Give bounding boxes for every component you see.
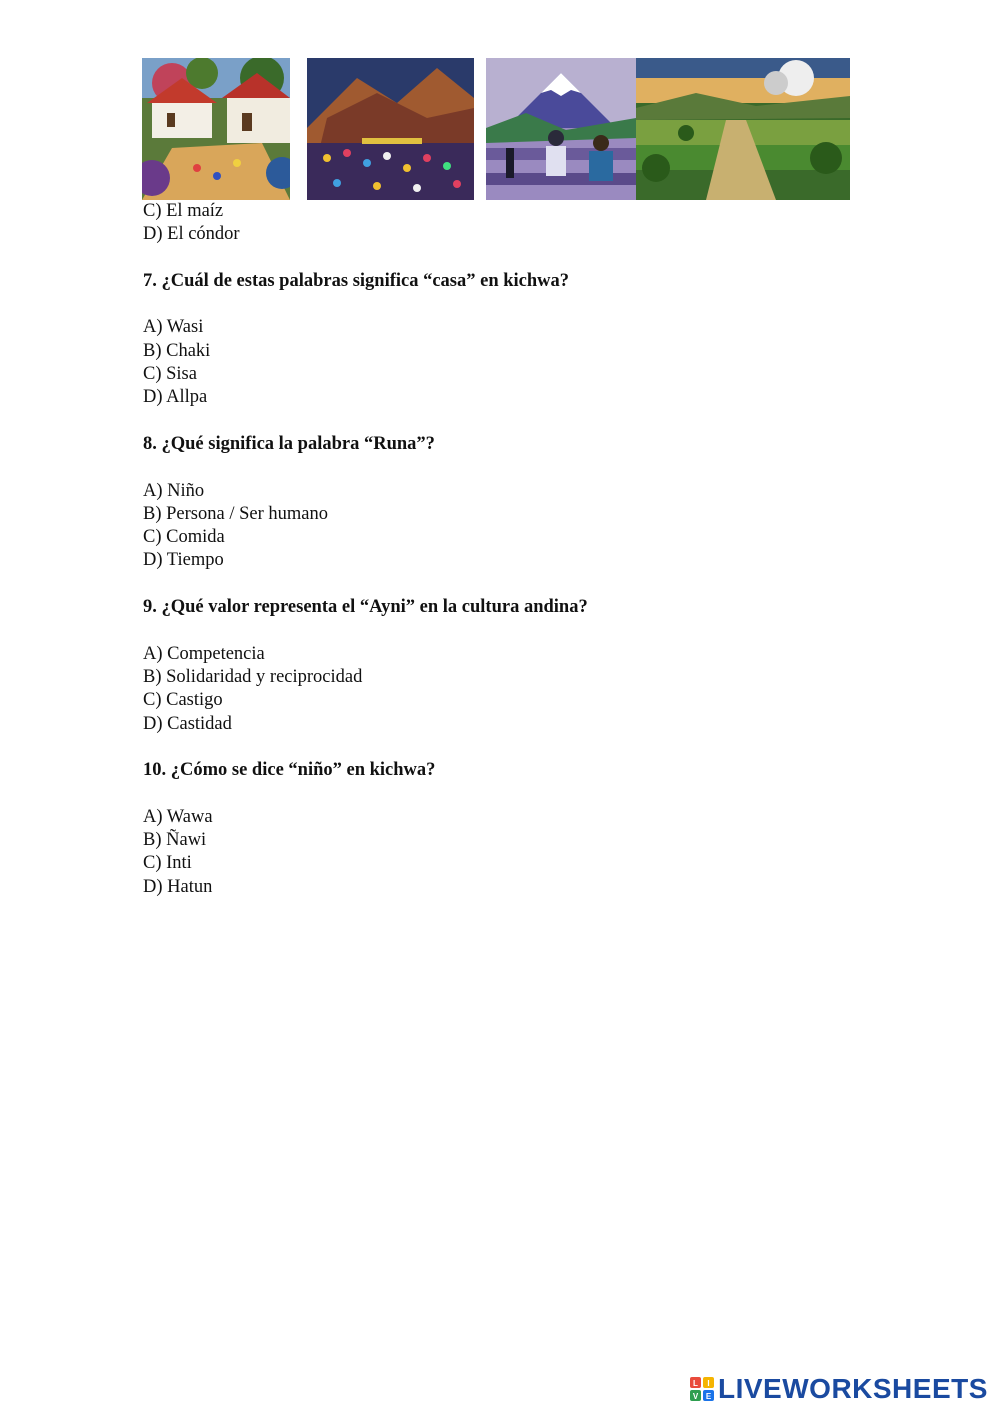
option-9d[interactable]: D) Castidad: [143, 713, 232, 734]
liveworksheets-logo: [690, 1372, 988, 1406]
option-8d[interactable]: D) Tiempo: [143, 550, 224, 571]
question-8: 8. ¿Qué significa la palabra “Runa”?: [143, 433, 435, 454]
option-9b[interactable]: B) Solidaridad y reciprocidad: [143, 666, 363, 687]
liveworksheets-logo-icon: [690, 1377, 714, 1401]
option-6c: C) El maíz: [143, 201, 224, 221]
options-9: [143, 643, 903, 736]
option-7b[interactable]: B) Chaki: [143, 340, 211, 361]
option-7c[interactable]: C) Sisa: [143, 364, 197, 385]
worksheet-content: [143, 200, 903, 899]
logo-letter-e: E: [705, 1392, 712, 1401]
option-8b[interactable]: B) Persona / Ser humano: [143, 503, 328, 524]
option-8a[interactable]: A) Niño: [143, 480, 205, 501]
festival-painting: [307, 58, 474, 200]
continued-options: [143, 200, 903, 247]
option-6d: D) El cóndor: [143, 224, 240, 245]
options-10: [143, 806, 903, 899]
options-8: [143, 480, 903, 573]
logo-letter-v: V: [692, 1392, 699, 1401]
option-10a[interactable]: A) Wawa: [143, 806, 213, 827]
logo-letter-i: I: [707, 1379, 710, 1388]
option-10c[interactable]: C) Inti: [143, 853, 192, 874]
option-7a[interactable]: A) Wasi: [143, 317, 204, 338]
logo-letter-l: L: [693, 1379, 698, 1388]
landscape-painting: [636, 58, 850, 200]
option-8c[interactable]: C) Comida: [143, 527, 225, 548]
option-10b[interactable]: B) Ñawi: [143, 830, 207, 851]
volcano-farmers-painting: [486, 58, 636, 200]
option-7d[interactable]: D) Allpa: [143, 387, 208, 408]
options-7: [143, 316, 903, 409]
village-painting: [142, 58, 290, 200]
question-10: 10. ¿Cómo se dice “niño” en kichwa?: [143, 760, 436, 781]
question-7: 7. ¿Cuál de estas palabras significa “casa” en kichwa?: [143, 270, 570, 291]
liveworksheets-brand-text: LIVEWORKSHEETS: [718, 1373, 988, 1404]
option-9c[interactable]: C) Castigo: [143, 690, 223, 711]
option-9a[interactable]: A) Competencia: [143, 643, 265, 664]
option-10d[interactable]: D) Hatun: [143, 876, 213, 897]
question-9: 9. ¿Qué valor representa el “Ayni” en la cultura andina?: [143, 597, 588, 618]
